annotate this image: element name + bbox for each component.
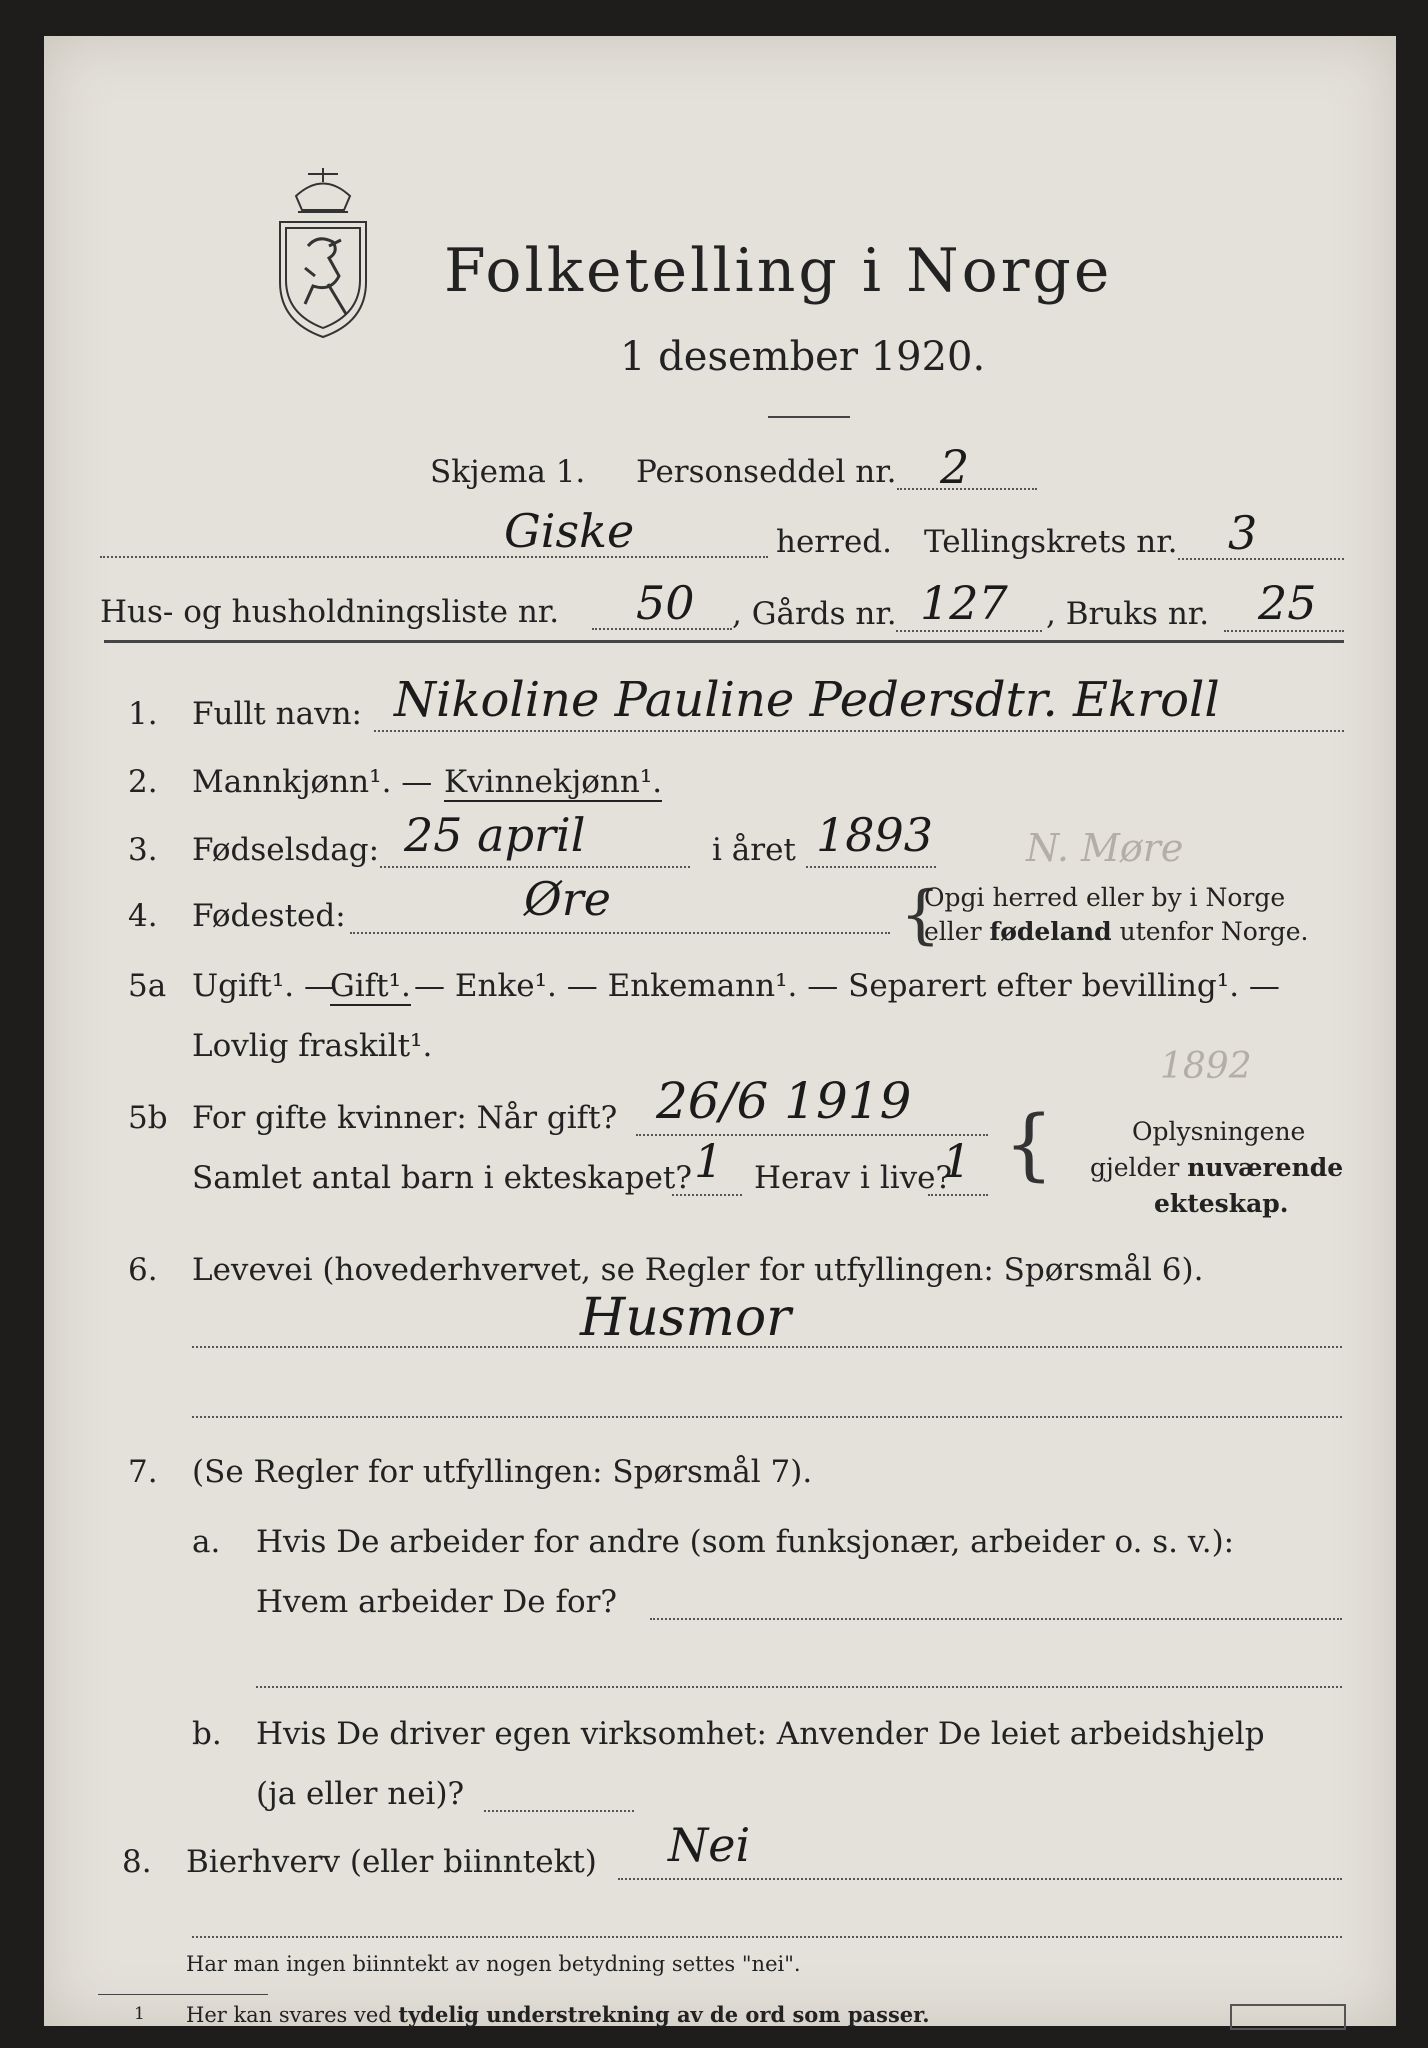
status-fraskilt[interactable]: Lovlig fraskilt¹. <box>192 1028 433 1064</box>
printer-stamp-icon <box>1230 2004 1346 2030</box>
q8-label: Bierhverv (eller biinntekt) <box>186 1844 597 1880</box>
q3-number: 3. <box>128 832 158 868</box>
q4-label: Fødested: <box>192 898 346 934</box>
q1-label: Fullt navn: <box>192 696 362 732</box>
tellingskrets-value[interactable]: 3 <box>1228 506 1258 560</box>
q1-number: 1. <box>128 696 158 732</box>
gards-label: , Gårds nr. <box>732 596 897 632</box>
footnote-text: Her kan svares ved tydelig understrekning av de ord som passer. <box>186 2002 930 2027</box>
q8-number: 8. <box>122 1844 152 1880</box>
q4-number: 4. <box>128 898 158 934</box>
header-rule <box>104 640 1344 643</box>
tellingskrets-label: Tellingskrets nr. <box>924 524 1178 560</box>
employer-field[interactable] <box>650 1618 1342 1620</box>
q3-label: Fødselsdag: <box>192 832 380 868</box>
bruks-label: , Bruks nr. <box>1046 596 1210 632</box>
personseddel-label: Personseddel nr. <box>636 454 897 490</box>
status-ugift[interactable]: Ugift¹. — <box>192 968 335 1004</box>
coat-of-arms-icon <box>268 166 378 341</box>
q2-number: 2. <box>128 764 158 800</box>
q5b-brace: { <box>1004 1100 1054 1190</box>
footnote-number: 1 <box>134 2004 145 2024</box>
form-title: Folketelling i Norge <box>444 236 1113 306</box>
status-rest[interactable]: — Enke¹. — Enkemann¹. — Separert efter bevilling¹. — <box>414 968 1280 1004</box>
birthplace-value[interactable]: Øre <box>524 872 611 926</box>
q5b-note2: gjelder nuværende <box>1090 1153 1344 1182</box>
census-date: 1 desember 1920. <box>620 334 986 380</box>
q7b-number: b. <box>192 1716 222 1752</box>
q7b-label: Hvis De driver egen virksomhet: Anvender De leiet arbeidshjelp <box>256 1716 1265 1752</box>
footer-note: Har man ingen biinntekt av nogen betydning settes "nei". <box>186 1952 801 1976</box>
herred-label: herred. <box>776 524 892 560</box>
hired-help-field[interactable] <box>484 1810 634 1812</box>
children-value[interactable]: 1 <box>694 1134 724 1188</box>
skjema-label: Skjema 1. <box>430 454 586 490</box>
q7a-label2: Hvem arbeider De for? <box>256 1584 618 1620</box>
q3-year-label: i året <box>712 832 796 868</box>
birth-year-value[interactable]: 1893 <box>816 808 934 862</box>
occupation-value[interactable]: Husmor <box>580 1288 791 1348</box>
marriage-date-value[interactable]: 26/6 1919 <box>656 1072 912 1130</box>
birthday-value[interactable]: 25 april <box>404 808 586 862</box>
alive-value[interactable]: 1 <box>942 1134 972 1188</box>
q7-number: 7. <box>128 1454 158 1490</box>
side-income-value[interactable]: Nei <box>668 1818 751 1872</box>
herred-value[interactable]: Giske <box>504 504 635 558</box>
q5b-note3: ekteskap. <box>1154 1189 1289 1218</box>
q4-note1: Opgi herred eller by i Norge <box>924 883 1286 912</box>
hus-label: Hus- og husholdningsliste nr. <box>100 594 560 630</box>
sex-male[interactable]: Mannkjønn¹. — <box>192 764 433 800</box>
status-gift[interactable]: Gift¹. <box>330 968 411 1004</box>
q5b-children-label: Samlet antal barn i ekteskapet? <box>192 1160 692 1196</box>
birthplace-note: N. Møre <box>1026 826 1184 870</box>
q5b-note1: Oplysningene <box>1132 1117 1306 1146</box>
q7-label: (Se Regler for utfyllingen: Spørsmål 7). <box>192 1454 813 1490</box>
q7a-label: Hvis De arbeider for andre (som funksjonær, arbeider o. s. v.): <box>256 1524 1235 1560</box>
q6-label: Levevei (hovederhvervet, se Regler for utfyllingen: Spørsmål 6). <box>192 1252 1204 1288</box>
q4-note2: eller fødeland utenfor Norge. <box>924 917 1309 946</box>
q7b-label2: (ja eller nei)? <box>256 1776 465 1812</box>
q5a-number: 5a <box>128 968 167 1004</box>
gards-value[interactable]: 127 <box>920 576 1008 630</box>
footnote-rule <box>98 1994 268 1995</box>
q4-brace: { <box>900 878 941 952</box>
sex-female[interactable]: Kvinnekjønn¹. <box>444 764 663 800</box>
census-form <box>44 36 1396 2026</box>
full-name-value[interactable]: Nikoline Pauline Pedersdtr. Ekroll <box>394 672 1220 728</box>
q7a-number: a. <box>192 1524 221 1560</box>
hus-value[interactable]: 50 <box>636 576 695 630</box>
q5b-alive-label: Herav i live? <box>754 1160 953 1196</box>
title-divider <box>768 416 850 418</box>
q5b-label: For gifte kvinner: Når gift? <box>192 1100 618 1136</box>
q6-number: 6. <box>128 1252 158 1288</box>
personseddel-value[interactable]: 2 <box>940 440 970 494</box>
marriage-note-year: 1892 <box>1160 1046 1252 1087</box>
q5b-number: 5b <box>128 1100 168 1136</box>
bruks-value[interactable]: 25 <box>1258 576 1317 630</box>
